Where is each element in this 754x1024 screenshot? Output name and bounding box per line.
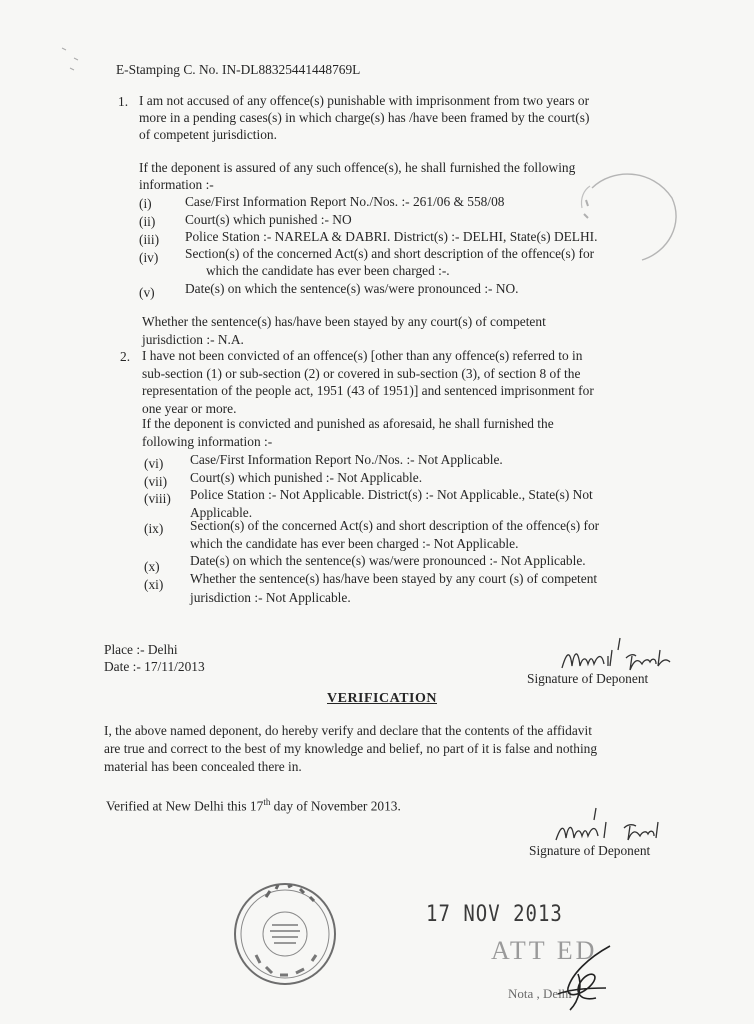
subitem-number: (iii) [139,232,160,247]
subitem-number: (v) [139,285,155,300]
subitem-number: (i) [139,196,152,211]
date-label: Date :- 17/11/2013 [104,659,205,674]
subitem-text: jurisdiction :- Not Applicable. [190,590,351,605]
stayed-line-1: Whether the sentence(s) has/have been stayed by any court(s) of competent [142,314,546,329]
subitem-text: Applicable. [190,505,253,520]
item2-line-4: one year or more. [142,401,237,416]
scan-mark [60,44,90,78]
place-label: Place :- Delhi [104,642,178,657]
verified-at-line: Verified at New Delhi this 17th day of November 2013. [106,797,401,814]
subitem-text: which the candidate has ever been charged :- Not Applicable. [190,536,519,551]
verification-line-1: I, the above named deponent, do hereby verify and declare that the contents of the affidavit [104,723,592,738]
assured-line-1: If the deponent is assured of any such offence(s), he shall furnished the following [139,160,576,175]
convicted-line-2: following information :- [142,434,273,449]
subitem-number: (vii) [144,474,168,489]
estamp-number: E-Stamping C. No. IN-DL88325441448769L [116,62,361,77]
subitem-number: (xi) [144,577,164,592]
subitem-text: Case/First Information Report No./Nos. :- 261/06 & 558/08 [185,194,505,209]
signature-label-2: Signature of Deponent [529,843,651,858]
subitem-text: Case/First Information Report No./Nos. :- Not Applicable. [190,452,503,467]
item-number-2: 2. [120,349,131,364]
subitem-text: Police Station :- NARELA & DABRI. District(s) :- DELHI, State(s) DELHI. [185,229,598,244]
subitem-number: (ii) [139,214,156,229]
item2-line-1: I have not been convicted of an offence(s) [other than any offence(s) referred to in [142,348,583,363]
notary-signature [548,944,618,1018]
subitem-text: which the candidate has ever been charged :-. [206,263,450,278]
date-stamp: 17 NOV 2013 [426,901,563,927]
item1-line-1: I am not accused of any offence(s) punishable with imprisonment from two years or [139,93,590,108]
verification-title: VERIFICATION [327,691,437,706]
verification-line-2: are true and correct to the best of my knowledge and belief, no part of it is false and nothing [104,741,598,756]
item1-line-2: more in a pending cases(s) in which charge(s) has /have been framed by the court(s) [139,110,590,125]
item-number-1: 1. [118,94,129,109]
item2-line-2: sub-section (1) or sub-section (2) or covered in sub-section (3), of section 8 of the [142,366,581,381]
attested-stamp: ATT ED [491,936,598,965]
signature-label-1: Signature of Deponent [527,671,649,686]
subitem-number: (ix) [144,521,164,536]
subitem-number: (viii) [144,491,171,506]
subitem-text: Police Station :- Not Applicable. District(s) :- Not Applicable., State(s) Not [190,487,593,502]
assured-line-2: information :- [139,177,214,192]
notary-seal-stamp [232,881,338,991]
item1-line-3: of competent jurisdiction. [139,127,277,142]
convicted-line-1: If the deponent is convicted and punished as aforesaid, he shall furnished the [142,416,554,431]
subitem-text: Court(s) which punished :- NO [185,212,352,227]
subitem-number: (vi) [144,456,164,471]
verification-line-3: material has been concealed there in. [104,759,302,774]
subitem-text: Section(s) of the concerned Act(s) and short description of the offence(s) for [190,518,600,533]
subitem-text: Section(s) of the concerned Act(s) and short description of the offence(s) for [185,246,595,261]
stayed-line-2: jurisdiction :- N.A. [142,332,244,347]
subitem-text: Court(s) which punished :- Not Applicable. [190,470,423,485]
subitem-text: Whether the sentence(s) has/have been stayed by any court (s) of competent [190,571,598,586]
subitem-number: (x) [144,559,160,574]
subitem-number: (iv) [139,250,159,265]
faint-round-stamp [572,168,682,272]
subitem-text: Date(s) on which the sentence(s) was/were pronounced :- Not Applicable. [190,553,586,568]
subitem-text: Date(s) on which the sentence(s) was/were pronounced :- NO. [185,281,519,296]
notary-stamp-text: Nota , Delhi [508,986,572,1001]
item2-line-3: representation of the people act, 1951 (43 of 1951)] and sentenced imprisonment for [142,383,594,398]
